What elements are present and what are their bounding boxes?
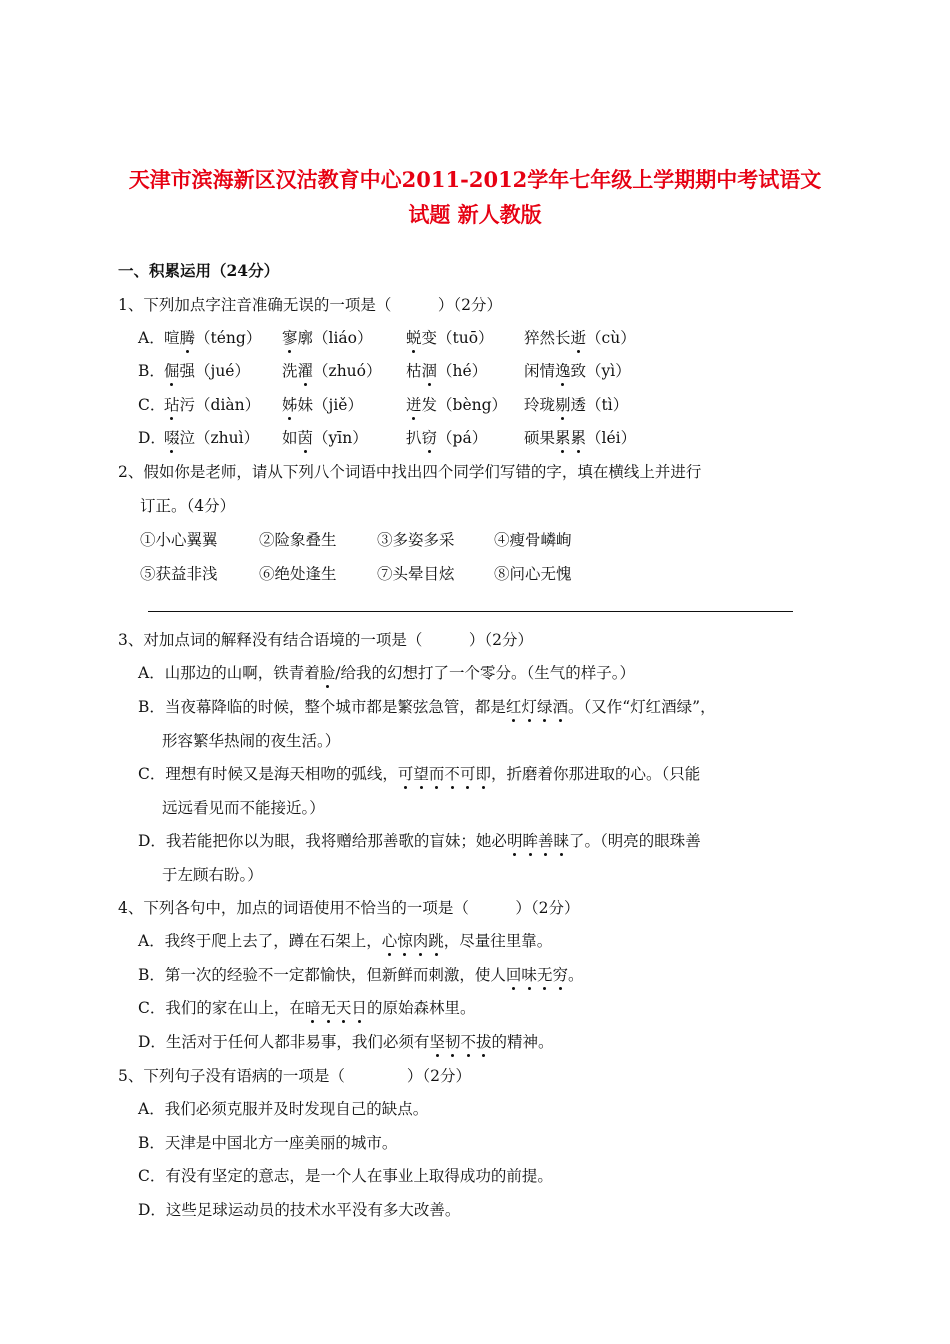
- option-dotted-char: 日: [351, 999, 367, 1017]
- option-dotted-char: 红: [505, 698, 522, 716]
- word-item: ⑤获益非浅: [140, 565, 218, 583]
- pinyin-item-dotted-char: 啜: [164, 429, 180, 447]
- question-3-option-a: [138, 663, 635, 683]
- option-dotted-char: 拔: [475, 1033, 492, 1051]
- document-title-line1: 天津市滨海新区汉沽教育中心2011-2012学年七年级上学期期中考试语文: [128, 167, 822, 192]
- pinyin-item: [164, 395, 260, 415]
- option-dotted-char: 无: [320, 999, 336, 1017]
- pinyin-item-dotted-char: 剔: [555, 396, 571, 414]
- pinyin-item-dotted-char: 蜕: [406, 329, 422, 347]
- question-2-stem: 2、假如你是老师，请从下列八个词语中找出四个同学们写错的字，填在横线上并进行: [118, 463, 702, 481]
- pinyin-item: [406, 361, 487, 381]
- question-4-option-d: [138, 1032, 554, 1052]
- word-item: ④瘦骨嶙峋: [494, 531, 572, 549]
- option-dotted-char: 味: [521, 966, 537, 984]
- option-text: A．山那边的山啊，铁青着: [138, 664, 320, 682]
- option-dotted-char: 可: [397, 765, 414, 783]
- pinyin-item: [524, 328, 636, 348]
- question-3-option-b-cont: 形容繁华热闹的夜生活。）: [162, 732, 341, 750]
- pinyin-item: [164, 328, 261, 348]
- option-dotted-char: 无: [536, 966, 553, 984]
- pinyin-item-text: 猝然长: [524, 329, 571, 347]
- pinyin-item-text: 变（tuō）: [421, 329, 494, 347]
- pinyin-item-dotted-char: 濯: [297, 362, 314, 380]
- pinyin-item-text: 闲情: [524, 362, 556, 380]
- option-dotted-char: 暗: [304, 999, 321, 1017]
- pinyin-item: [282, 328, 373, 348]
- pinyin-item-text: 发（bèng）: [421, 396, 508, 414]
- pinyin-item-text: 玲珑: [524, 396, 556, 414]
- option-text: D．生活对于任何人都非易事，我们必须有: [138, 1033, 430, 1051]
- option-dotted-char: 坚: [429, 1033, 445, 1051]
- question-3-option-c-cont: 远远看见而不能接近。）: [162, 799, 325, 817]
- pinyin-item-text: （léi）: [586, 429, 637, 447]
- option-dotted-char: 酒: [552, 698, 568, 716]
- option-dotted-char: 即: [475, 765, 491, 783]
- question-2-stem-cont: 订正。（4分）: [140, 497, 236, 515]
- option-dotted-char: 而: [428, 765, 445, 783]
- question-5-stem: 5、下列句子没有语病的一项是（ ）（2分）: [118, 1067, 471, 1085]
- option-text: D．我若能把你以为眼，我将赠给那善歌的盲妹；她必: [138, 832, 507, 850]
- option-text: 。（又作“灯红酒绿”，: [567, 698, 716, 716]
- pinyin-item: [524, 361, 631, 381]
- option-dotted-char: 心: [381, 932, 398, 950]
- pinyin-item-dotted-char: 寥: [282, 329, 298, 347]
- question-3-option-b: [138, 697, 716, 717]
- option-text: 。: [567, 966, 584, 984]
- pinyin-item-text: （téng）: [195, 329, 262, 347]
- pinyin-item: [282, 361, 382, 381]
- question-4-option-b: [138, 965, 583, 985]
- option-text: C．我们的家在山上，在: [138, 999, 305, 1017]
- pinyin-item-text: 强（jué）: [179, 362, 250, 380]
- option-dotted-char: 不: [444, 765, 460, 783]
- pinyin-item-dotted-char: 逝: [570, 329, 587, 347]
- pinyin-item-text: 泣（zhuì）: [179, 429, 260, 447]
- question-4-stem: 4、下列各句中，加点的词语使用不恰当的一项是（ ）（2分）: [118, 899, 580, 917]
- pinyin-item-text: 洗: [282, 362, 298, 380]
- pinyin-item-text: （pá）: [437, 429, 488, 447]
- pinyin-item-text: 污（diàn）: [179, 396, 261, 414]
- pinyin-item: [164, 428, 259, 448]
- question-1-stem: 1、下列加点字注音准确无误的一项是（ ）（2分）: [118, 296, 502, 314]
- question-3-option-c: [138, 764, 700, 784]
- pinyin-item-text: 妹（jiě）: [297, 396, 363, 414]
- question-5-option-b: B．天津是中国北方一座美丽的城市。: [138, 1134, 398, 1152]
- option-dotted-char: 跳: [428, 932, 444, 950]
- pinyin-item-dotted-char: 累: [570, 429, 587, 447]
- option-text: 的原始森林里。: [366, 999, 476, 1017]
- pinyin-item-text: 致（yì）: [570, 362, 631, 380]
- word-item: ⑥绝处逢生: [259, 565, 337, 583]
- pinyin-item-dotted-char: 姊: [282, 396, 298, 414]
- option-dotted-char: 肉: [412, 932, 429, 950]
- pinyin-item-dotted-char: 迸: [406, 396, 422, 414]
- word-item: ⑧问心无愧: [494, 565, 572, 583]
- pinyin-item-text: （hé）: [437, 362, 488, 380]
- pinyin-item-dotted-char: 累: [555, 429, 571, 447]
- option-text: ，折磨着你那进取的心。（只能: [490, 765, 701, 783]
- pinyin-item-text: 扒: [406, 429, 422, 447]
- pinyin-item: [524, 395, 628, 415]
- pinyin-item-dotted-char: 窃: [421, 429, 438, 447]
- option-label: D．: [138, 429, 166, 447]
- section-heading: 一、积累运用（24分）: [118, 261, 280, 280]
- option-dotted-char: 绿: [536, 698, 553, 716]
- pinyin-item-dotted-char: 玷: [164, 396, 180, 414]
- option-text: A．我终于爬上去了，蹲在石架上，: [138, 932, 382, 950]
- option-dotted-char: 灯: [521, 698, 537, 716]
- option-dotted-char: 脸: [319, 664, 336, 682]
- option-text: 了。（明亮的眼珠善: [569, 832, 701, 850]
- pinyin-item: [524, 428, 636, 448]
- option-label: C．: [138, 396, 166, 414]
- pinyin-item: [164, 361, 250, 381]
- option-dotted-char: 善: [537, 832, 554, 850]
- pinyin-item-dotted-char: 倔: [164, 362, 180, 380]
- word-item: ⑦头晕目炫: [377, 565, 455, 583]
- pinyin-item-text: （yīn）: [313, 429, 368, 447]
- pinyin-item: [406, 395, 507, 415]
- question-5-option-c: C．有没有坚定的意志，是一个人在事业上取得成功的前提。: [138, 1167, 553, 1185]
- pinyin-item-dotted-char: 涸: [421, 362, 438, 380]
- pinyin-item-text: 如: [282, 429, 298, 447]
- option-dotted-char: 可: [459, 765, 476, 783]
- option-dotted-char: 回: [505, 966, 522, 984]
- option-text: /给我的幻想打了一个零分。（生气的样子。）: [335, 664, 635, 682]
- option-label: B．: [138, 362, 165, 380]
- answer-line: [148, 611, 793, 612]
- option-dotted-char: 明: [506, 832, 523, 850]
- pinyin-item: [282, 395, 363, 415]
- pinyin-item-text: 喧: [164, 329, 180, 347]
- word-item: ③多姿多采: [377, 531, 455, 549]
- option-text: 的精神。: [491, 1033, 554, 1051]
- question-3-option-d: [138, 831, 701, 851]
- option-dotted-char: 韧: [444, 1033, 461, 1051]
- pinyin-item-dotted-char: 腾: [179, 329, 196, 347]
- word-item: ②险象叠生: [259, 531, 337, 549]
- pinyin-item-dotted-char: 逸: [555, 362, 571, 380]
- option-dotted-char: 不: [460, 1033, 476, 1051]
- pinyin-item-text: 硕果: [524, 429, 556, 447]
- question-3-stem: 3、对加点词的解释没有结合语境的一项是（ ）（2分）: [118, 631, 533, 649]
- option-text: ，尽量往里靠。: [443, 932, 553, 950]
- pinyin-item: [406, 428, 487, 448]
- question-4-option-c: [138, 998, 475, 1018]
- question-4-option-a: [138, 931, 552, 951]
- option-label: A．: [138, 329, 165, 347]
- pinyin-item-text: （zhuó）: [313, 362, 382, 380]
- option-text: C．理想有时候又是海天相吻的弧线，: [138, 765, 398, 783]
- document-title-line2: 试题 新人教版: [408, 202, 542, 227]
- pinyin-item-text: 枯: [406, 362, 422, 380]
- option-dotted-char: 望: [413, 765, 429, 783]
- pinyin-item: [406, 328, 494, 348]
- pinyin-item-text: 透（tì）: [570, 396, 629, 414]
- option-dotted-char: 天: [335, 999, 352, 1017]
- pinyin-item: [282, 428, 368, 448]
- option-dotted-char: 睐: [553, 832, 569, 850]
- option-dotted-char: 惊: [397, 932, 413, 950]
- pinyin-item-text: 廓（liáo）: [297, 329, 373, 347]
- option-dotted-char: 穷: [552, 966, 568, 984]
- option-dotted-char: 眸: [522, 832, 538, 850]
- word-item: ①小心翼翼: [140, 531, 218, 549]
- option-text: B．第一次的经验不一定都愉快，但新鲜而刺激，使人: [138, 966, 506, 984]
- question-5-option-d: D．这些足球运动员的技术水平没有多大改善。: [138, 1201, 461, 1219]
- pinyin-item-dotted-char: 茵: [297, 429, 314, 447]
- option-text: B．当夜幕降临的时候，整个城市都是繁弦急管，都是: [138, 698, 506, 716]
- question-5-option-a: A．我们必须克服并及时发现自己的缺点。: [138, 1100, 429, 1118]
- pinyin-item-text: （cù）: [586, 329, 636, 347]
- question-3-option-d-cont: 于左顾右盼。）: [162, 866, 263, 884]
